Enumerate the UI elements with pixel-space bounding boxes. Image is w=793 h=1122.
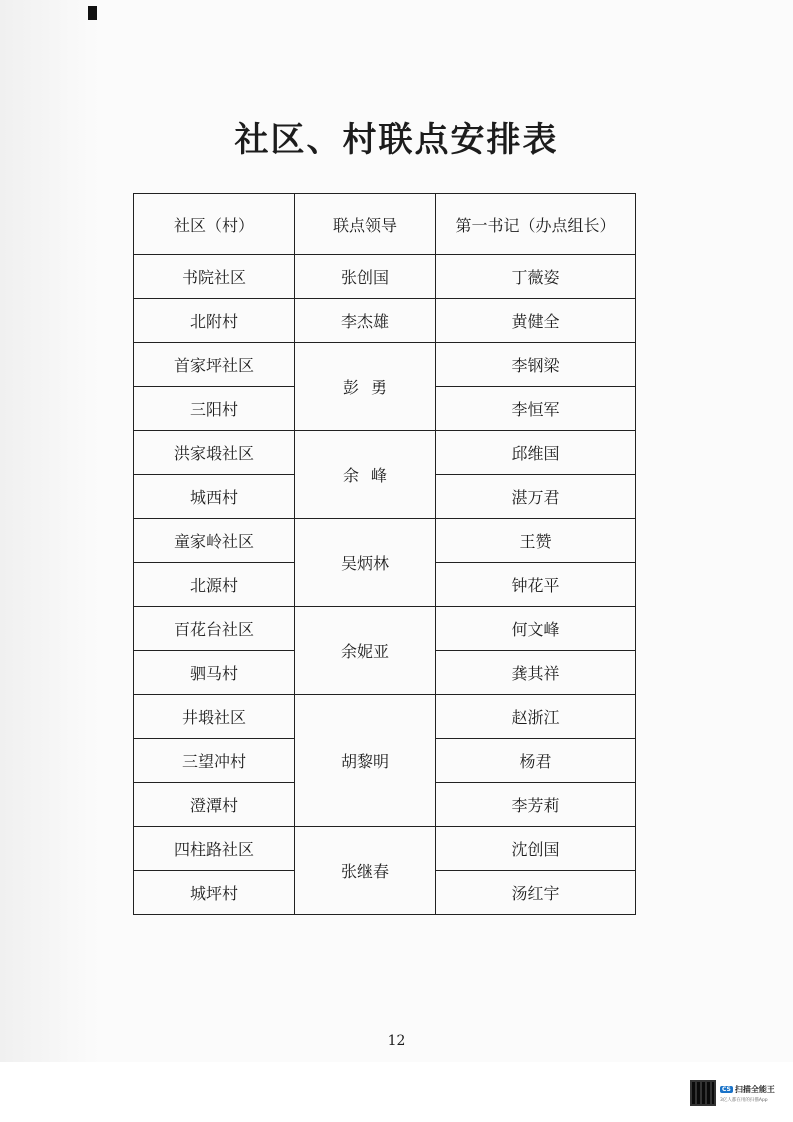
leader-cell: 彭勇 xyxy=(295,343,436,431)
table-row xyxy=(134,299,636,343)
secretary-cell: 湛万君 xyxy=(436,475,636,519)
header-leader: 联点领导 xyxy=(295,194,436,255)
document-title: 社区、村联点安排表 xyxy=(234,120,559,160)
secretary-cell: 杨君 xyxy=(436,739,636,783)
secretary-cell: 王赞 xyxy=(436,519,636,563)
community-cell: 书院社区 xyxy=(134,255,295,299)
leader-cell: 李杰雄 xyxy=(295,299,436,343)
table-row xyxy=(134,519,636,563)
header-secretary: 第一书记（办点组长） xyxy=(436,194,636,255)
watermark-app-name: 扫描全能王 xyxy=(734,1084,775,1094)
header-community: 社区（村） xyxy=(134,194,295,255)
leader-cell: 余妮亚 xyxy=(295,607,436,695)
assignment-table xyxy=(133,193,636,915)
cs-scanner-logo-icon: CS xyxy=(722,1085,731,1093)
table-row xyxy=(134,255,636,299)
community-cell: 井塅社区 xyxy=(134,695,295,739)
community-cell: 北源村 xyxy=(134,563,295,607)
secretary-cell: 李芳莉 xyxy=(436,783,636,827)
secretary-cell: 邱维国 xyxy=(436,431,636,475)
community-cell: 城坪村 xyxy=(134,871,295,915)
table-row xyxy=(134,607,636,651)
secretary-cell: 钟花平 xyxy=(436,563,636,607)
table-row xyxy=(134,827,636,871)
community-cell: 童家岭社区 xyxy=(134,519,295,563)
community-cell: 三阳村 xyxy=(134,387,295,431)
secretary-cell: 龚其祥 xyxy=(436,651,636,695)
secretary-cell: 汤红宇 xyxy=(436,871,636,915)
community-cell: 首家坪社区 xyxy=(134,343,295,387)
community-cell: 城西村 xyxy=(134,475,295,519)
leader-cell: 胡黎明 xyxy=(295,695,436,827)
table-row xyxy=(134,695,636,739)
leader-cell: 吴炳林 xyxy=(295,519,436,607)
secretary-cell: 何文峰 xyxy=(436,607,636,651)
community-cell: 北附村 xyxy=(134,299,295,343)
community-cell: 澄潭村 xyxy=(134,783,295,827)
scan-corner-mark xyxy=(88,6,97,20)
table-row xyxy=(134,343,636,387)
community-cell: 四柱路社区 xyxy=(134,827,295,871)
community-cell: 三望冲村 xyxy=(134,739,295,783)
page-bottom-margin xyxy=(0,1062,793,1122)
secretary-cell: 沈创国 xyxy=(436,827,636,871)
watermark-text xyxy=(720,1084,775,1103)
secretary-cell: 丁薇姿 xyxy=(436,255,636,299)
page-number: 12 xyxy=(387,1033,406,1049)
secretary-cell: 李钢梁 xyxy=(436,343,636,387)
community-cell: 百花台社区 xyxy=(134,607,295,651)
secretary-cell: 李恒军 xyxy=(436,387,636,431)
table-row xyxy=(134,431,636,475)
scanner-watermark xyxy=(690,1078,786,1108)
leader-cell: 张创国 xyxy=(295,255,436,299)
secretary-cell: 黄健全 xyxy=(436,299,636,343)
leader-cell: 余峰 xyxy=(295,431,436,519)
watermark-app-line xyxy=(720,1084,775,1095)
community-cell: 洪家塅社区 xyxy=(134,431,295,475)
watermark-tagline: 3亿人都在用的扫描App xyxy=(720,1097,768,1103)
leader-cell: 张继春 xyxy=(295,827,436,915)
qr-code-icon xyxy=(690,1080,716,1106)
secretary-cell: 赵浙江 xyxy=(436,695,636,739)
community-cell: 驷马村 xyxy=(134,651,295,695)
header-row xyxy=(134,194,636,255)
